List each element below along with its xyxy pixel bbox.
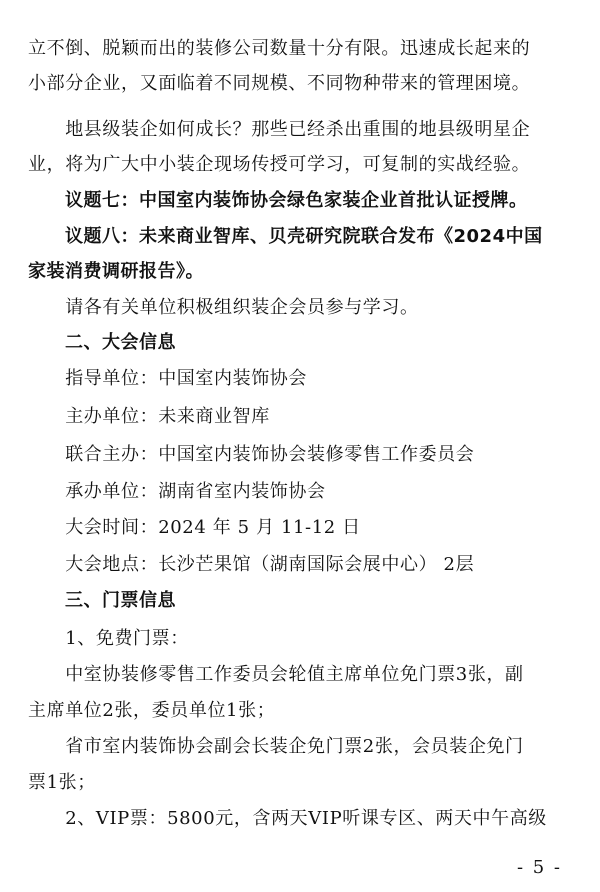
text-line: 联合主办：中国室内装饰协会装修零售工作委员会 bbox=[28, 444, 475, 465]
heading-line: 议题七：中国室内装饰协会绿色家装企业首批认证授牌。 bbox=[28, 190, 528, 211]
text-line: 2、VIP票：5800元，含两天VIP听课专区、两天中午高级 bbox=[28, 808, 547, 829]
text-line: 小部分企业，又面临着不同规模、不同物种带来的管理困境。 bbox=[28, 73, 531, 94]
text-line: 立不倒、脱颖而出的装修公司数量十分有限。迅速成长起来的 bbox=[28, 38, 531, 59]
text-line: 承办单位：湖南省室内装饰协会 bbox=[28, 481, 326, 502]
text-line: 省市室内装饰协会副会长装企免门票2张，会员装企免门 bbox=[28, 736, 524, 757]
heading-line: 二、大会信息 bbox=[28, 332, 176, 353]
text-line: 地县级装企如何成长？那些已经杀出重围的地县级明星企 bbox=[28, 119, 531, 140]
text-line: 中室协装修零售工作委员会轮值主席单位免门票3张，副 bbox=[28, 664, 524, 685]
heading-line: 家装消费调研报告》。 bbox=[28, 261, 204, 282]
text-line: 1、免费门票： bbox=[28, 628, 189, 649]
text-line: 请各有关单位积极组织装企会员参与学习。 bbox=[28, 297, 419, 318]
text-line: 大会时间：2024 年 5 月 11-12 日 bbox=[28, 517, 361, 538]
text-line: 指导单位：中国室内装饰协会 bbox=[28, 368, 307, 389]
text-line: 大会地点：长沙芒果馆（湖南国际会展中心） 2层 bbox=[28, 554, 475, 575]
heading-line: 三、门票信息 bbox=[28, 590, 176, 611]
text-line: 票1张； bbox=[28, 772, 96, 793]
text-line: 主办单位：未来商业智库 bbox=[28, 406, 270, 427]
page-number: - 5 - bbox=[516, 857, 562, 878]
heading-line: 议题八：未来商业智库、贝壳研究院联合发布《2024中国 bbox=[28, 226, 543, 247]
text-line: 业，将为广大中小装企现场传授可学习，可复制的实战经验。 bbox=[28, 154, 531, 175]
text-line: 主席单位2张，委员单位1张； bbox=[28, 700, 276, 721]
